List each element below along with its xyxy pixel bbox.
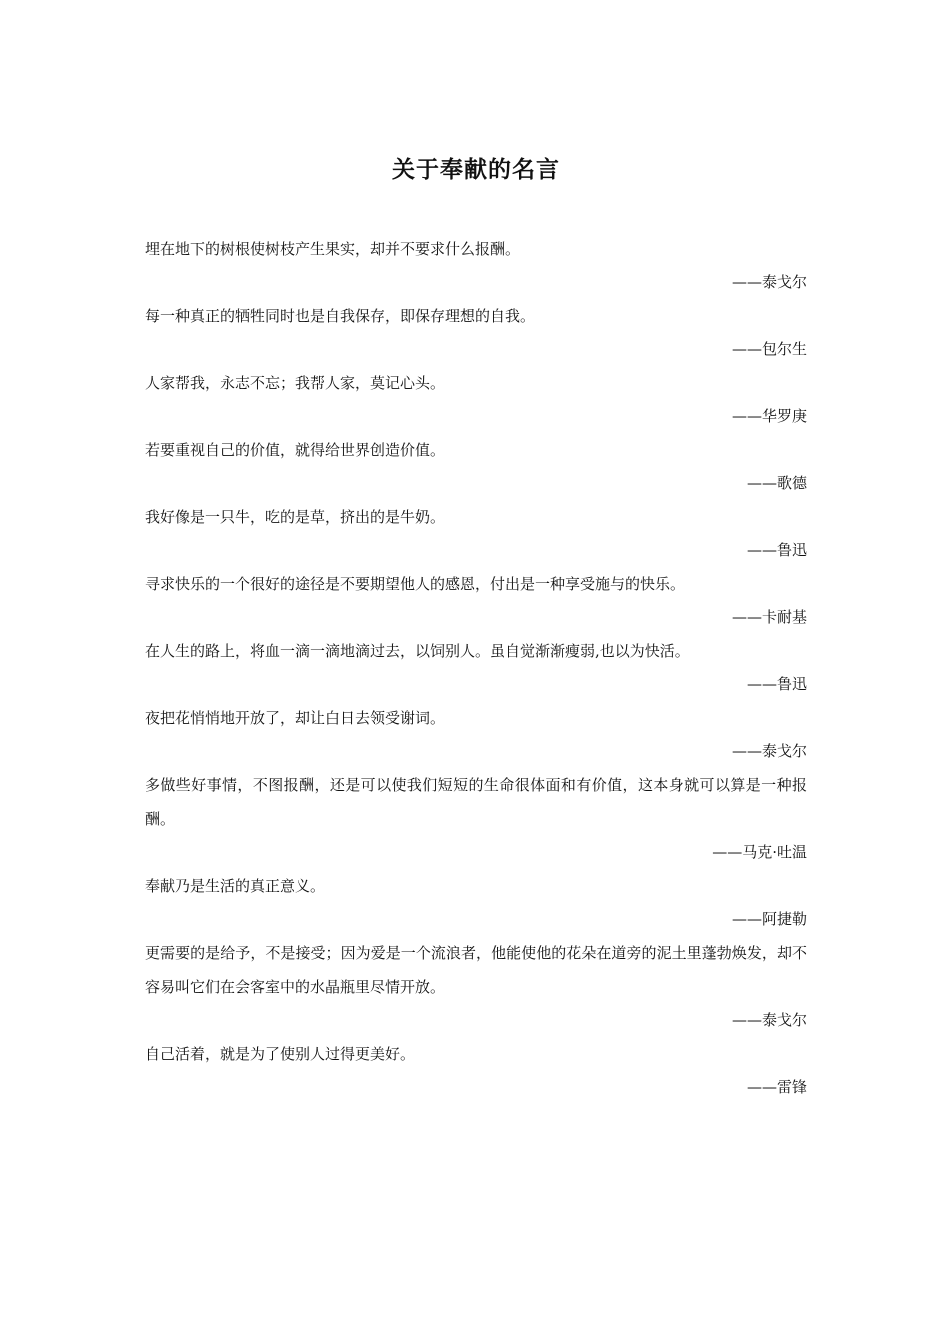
quote-item xyxy=(145,936,807,1037)
quote-author: ——阿捷勒 xyxy=(731,910,807,928)
quote-text: 埋在地下的树根使树枝产生果实，却并不要求什么报酬。 xyxy=(145,240,521,258)
quote-text: 寻求快乐的一个很好的途径是不要期望他人的感恩，付出是一种享受施与的快乐。 xyxy=(145,575,686,593)
quote-text: 奉献乃是生活的真正意义。 xyxy=(145,877,326,895)
quote-text: 夜把花悄悄地开放了，却让白日去领受谢词。 xyxy=(145,709,446,727)
quote-author: ——泰戈尔 xyxy=(731,742,807,760)
quote-text: 我好像是一只牛，吃的是草，挤出的是牛奶。 xyxy=(145,508,446,526)
quote-text: 多做些好事情，不图报酬，还是可以使我们短短的生命很体面和有价值，这本身就可以算是一种报酬。 xyxy=(145,776,807,828)
quote-item xyxy=(145,701,807,768)
quote-text: 若要重视自己的价值，就得给世界创造价值。 xyxy=(145,441,446,459)
quote-author: ——鲁迅 xyxy=(746,541,807,559)
quote-author: ——华罗庚 xyxy=(731,407,807,425)
quote-author: ——雷锋 xyxy=(746,1078,807,1096)
quote-item xyxy=(145,500,807,567)
quote-item xyxy=(145,232,807,299)
quote-item xyxy=(145,567,807,634)
quote-author: ——鲁迅 xyxy=(746,675,807,693)
quote-author: ——泰戈尔 xyxy=(731,273,807,291)
quote-item xyxy=(145,1037,807,1104)
quote-item xyxy=(145,869,807,936)
quote-item xyxy=(145,768,807,869)
quote-item xyxy=(145,433,807,500)
quote-text: 人家帮我，永志不忘；我帮人家，莫记心头。 xyxy=(145,374,446,392)
quote-text: 更需要的是给予，不是接受；因为爱是一个流浪者，他能使他的花朵在道旁的泥土里蓬勃焕发，却不容易叫它们在会客室中的水晶瓶里尽情开放。 xyxy=(145,944,807,996)
quote-text: 在人生的路上，将血一滴一滴地滴过去，以饲别人。虽自觉渐渐瘦弱,也以为快活。 xyxy=(145,642,690,660)
quote-author: ——马克·吐温 xyxy=(712,843,807,861)
document-title: 关于奉献的名言 xyxy=(392,156,560,183)
quote-author: ——泰戈尔 xyxy=(731,1011,807,1029)
quote-author: ——卡耐基 xyxy=(731,608,807,626)
quote-text: 自己活着，就是为了使别人过得更美好。 xyxy=(145,1045,416,1063)
quote-author: ——包尔生 xyxy=(731,340,807,358)
quote-item xyxy=(145,634,807,701)
quote-list xyxy=(145,232,807,1104)
quote-text: 每一种真正的牺牲同时也是自我保存，即保存理想的自我。 xyxy=(145,307,536,325)
quote-author: ——歌德 xyxy=(746,474,807,492)
quote-item xyxy=(145,299,807,366)
quote-item xyxy=(145,366,807,433)
